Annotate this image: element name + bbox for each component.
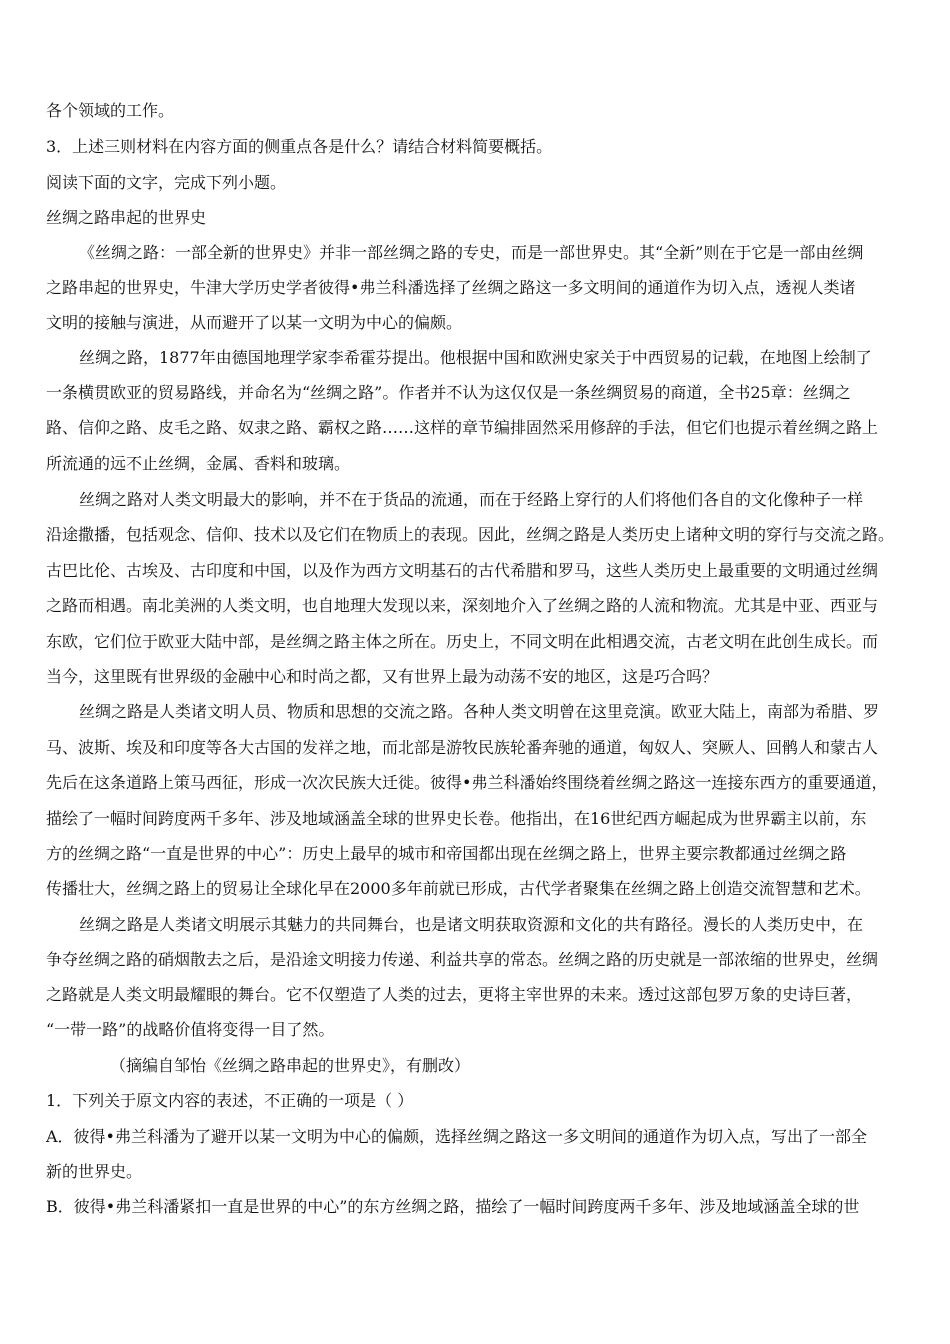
question-3: 3．上述三则材料在内容方面的侧重点各是什么？请结合材料简要概括。 <box>46 137 553 156</box>
article-title: 丝绸之路串起的世界史 <box>46 208 207 227</box>
paragraph-line: 路、信仰之路、皮毛之路、奴隶之路、霸权之路……这样的章节编排固然采用修辞的手法，但它们也提示着丝绸之路上 <box>46 418 879 437</box>
paragraph-line: 马、波斯、埃及和印度等各大古国的发祥之地，而北部是游牧民族轮番奔驰的通道，匈奴人、突厥人、回鹘人和蒙古人 <box>46 738 879 757</box>
paragraph-line: 沿途撒播，包括观念、信仰、技术以及它们在物质上的表现。因此，丝绸之路是人类历史上诸种文明的穿行与交流之路。 <box>46 525 895 544</box>
paragraph-line: “一带一路”的战略价值将变得一目了然。 <box>46 1020 335 1039</box>
option-a-cont: 新的世界史。 <box>46 1162 143 1181</box>
question-1: 1．下列关于原文内容的表述，不正确的一项是（ ） <box>46 1091 414 1110</box>
paragraph-line: 丝绸之路是人类诸文明展示其魅力的共同舞台，也是诸文明获取资源和文化的共有路径。漫长的人类历史中，在 <box>79 915 864 934</box>
paragraph-line: 传播壮大，丝绸之路上的贸易让全球化早在2000多年前就已形成，古代学者聚集在丝绸之路上创造交流智慧和艺术。 <box>46 879 871 898</box>
paragraph-line: 东欧，它们位于欧亚大陆中部，是丝绸之路主体之所在。历史上，不同文明在此相遇交流，古老文明在此创生成长。而 <box>46 632 879 651</box>
paragraph-line: 文明的接触与演进，从而避开了以某一文明为中心的偏颇。 <box>46 313 463 332</box>
option-b: B．彼得•弗兰科潘紧扣一直是世界的中心”的东方丝绸之路，描绘了一幅时间跨度两千多年、涉及地域涵盖全球的世 <box>46 1197 860 1216</box>
paragraph-line: 一条横贯欧亚的贸易路线，并命名为“丝绸之路”。作者并不认为这仅仅是一条丝绸贸易的商道，全书25章：丝绸之 <box>46 383 851 402</box>
text-line: 各个领域的工作。 <box>46 101 175 120</box>
paragraph-line: 丝绸之路是人类诸文明人员、物质和思想的交流之路。各种人类文明曾在这里竞演。欧亚大陆上，南部为希腊、罗 <box>79 702 880 721</box>
paragraph-line: 古巴比伦、古埃及、古印度和中国，以及作为西方文明基石的古代希腊和罗马，这些人类历史上最重要的文明通过丝绸 <box>46 561 879 580</box>
paragraph-line: 争夺丝绸之路的硝烟散去之后，是沿途文明接力传递、利益共享的常态。丝绸之路的历史就是一部浓缩的世界史，丝绸 <box>46 950 879 969</box>
paragraph-line: 丝绸之路，1877年由德国地理学家李希霍芬提出。他根据中国和欧洲史家关于中西贸易的记载，在地图上绘制了 <box>79 348 872 367</box>
paragraph-line: 《丝绸之路：一部全新的世界史》并非一部丝绸之路的专史，而是一部世界史。其“全新”则在于它是一部由丝绸 <box>79 243 864 262</box>
paragraph-line: 丝绸之路对人类文明最大的影响，并不在于货品的流通，而在于经路上穿行的人们将他们各自的文化像种子一样 <box>79 490 864 509</box>
paragraph-line: 之路串起的世界史，牛津大学历史学者彼得•弗兰科潘选择了丝绸之路这一多文明间的通道作为切入点，透视人类诸 <box>46 278 856 297</box>
paragraph-line: 方的丝绸之路“一直是世界的中心”：历史上最早的城市和帝国都出现在丝绸之路上，世界主要宗教都通过丝绸之路 <box>46 844 847 863</box>
option-a: A．彼得•弗兰科潘为了避开以某一文明为中心的偏颇，选择丝绸之路这一多文明间的通道作为切入点，写出了一部全 <box>46 1127 867 1146</box>
paragraph-line: 描绘了一幅时间跨度两千多年、涉及地域涵盖全球的世界史长卷。他指出，在16世纪西方崛起成为世界霸主以前，东 <box>46 809 867 828</box>
reading-instruction: 阅读下面的文字，完成下列小题。 <box>46 173 287 192</box>
paragraph-line: 所流通的远不止丝绸，金属、香料和玻璃。 <box>46 454 351 473</box>
paragraph-line: 之路就是人类文明最耀眼的舞台。它不仅塑造了人类的过去，更将主宰世界的未来。透过这部包罗万象的史诗巨著， <box>46 985 863 1004</box>
paragraph-line: 先后在这条道路上策马西征，形成一次次民族大迁徙。彼得•弗兰科潘始终围绕着丝绸之路这一连接东西方的重要通道， <box>46 773 888 792</box>
paragraph-line: 当今，这里既有世界级的金融中心和时尚之都，又有世界上最为动荡不安的地区，这是巧合吗？ <box>46 667 719 686</box>
paragraph-line: 之路而相遇。南北美洲的人类文明，也自地理大发现以来，深刻地介入了丝绸之路的人流和物流。尤其是中亚、西亚与 <box>46 596 879 615</box>
source-citation: （摘编自邹怡《丝绸之路串起的世界史》，有删改） <box>110 1056 471 1075</box>
